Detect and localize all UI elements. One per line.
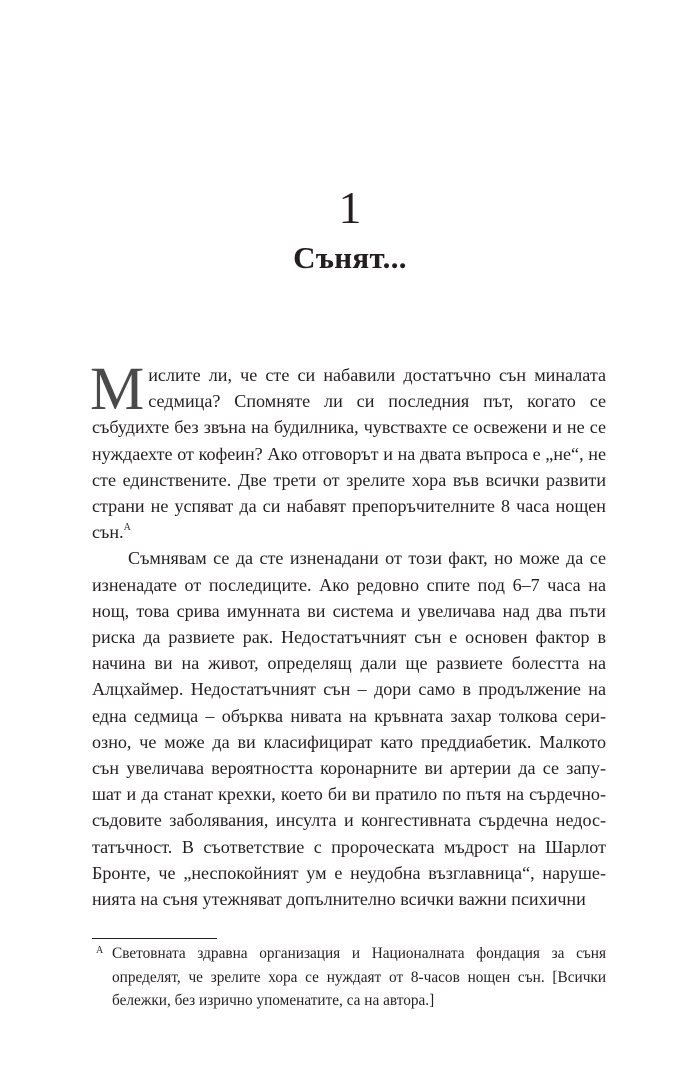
- paragraph-1: [90, 356, 606, 545]
- paragraph-1-text: ислите ли, че сте си набавили достатъчно сън миналата седмица? Спомняте ли си последния път, когато се събудихте без звъна на будилника, чувствахте се освежени и не се нуждаехте от кофеин? Ако отговорът и на двата въпроса е „не“, не сте единствените. Две трети от зрелите хора във всички развити страни не успяват да си набавят препоръчителните 8 часа нощен сън.: [92, 365, 606, 543]
- footnote-marker: A: [96, 945, 104, 956]
- footnote-divider: [92, 938, 217, 939]
- chapter-title: Сънят...: [293, 240, 407, 275]
- chapter-number: 1: [338, 182, 362, 233]
- drop-cap: М: [90, 356, 145, 423]
- footnote-reference[interactable]: A: [123, 522, 131, 534]
- footnote-text: Световната здравна организация и Националната фондация за съня определят, че зрелите хора се нуждаят от 8-часов нощен сън. [Всички бележки, без изрично упоменатите, са на автора.]: [112, 945, 606, 1009]
- body-text: [90, 356, 606, 912]
- footnote: [92, 942, 606, 1013]
- paragraph-2: Съмнявам се да сте изненадани от този факт, но може да се изненадате от последиците. Ако редовно спите под 6–7 часа на нощ, това срива имунната ви система и увеличава над два пъти риска да развиете рак. Недостатъчният сън е основен фактор в начина ви на живот, определящ дали ще развиете болестта на Алцхаймер. Недостатъчният сън – дори само в продължение на една седмица – обърква нивата на кръвната захар толкова сериозно, че може да ви класифицират като преддиабетик. Малкото сън увеличава вероятността коронарните ви артерии да се запушат и да станат крехки, което би ви пратило по пътя на сърдечносъдовите заболявания, инсулта и конгестивната сърдечна недостатъчност. В съответствие с пророческата мъдрост на Шарлот Бронте, че „неспокойният ум е неудобна възглавница“, нарушенията на съня утежняват допълнително всички важни психични: [92, 548, 606, 910]
